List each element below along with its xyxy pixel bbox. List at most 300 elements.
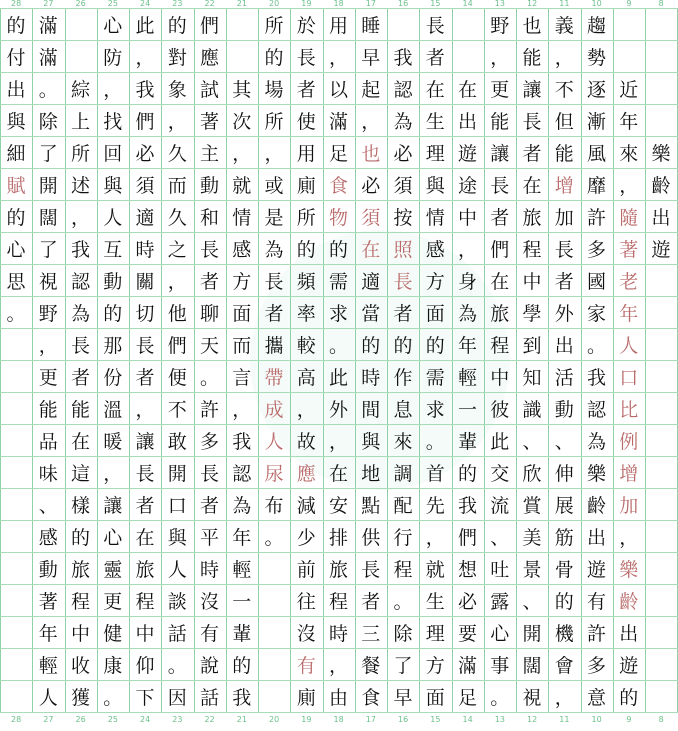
manuscript-character: 有 [199,622,219,645]
column-number: 20 [269,715,280,724]
manuscript-character: 到 [522,334,542,357]
manuscript-character: 面 [425,686,445,709]
column-number: 15 [430,715,441,724]
manuscript-character: 應 [199,46,219,69]
manuscript-character: 心 [103,526,123,549]
manuscript-character: 中 [70,622,90,645]
manuscript-character: 程 [328,590,348,613]
manuscript-character: 能 [70,398,90,421]
manuscript-character: 須 [135,174,155,197]
manuscript-character: 年 [38,622,58,645]
manuscript-character: 布 [264,494,284,517]
column-number: 11 [559,715,570,724]
manuscript-character: 。 [264,526,284,549]
manuscript-character: ， [135,398,155,421]
column-number: 8 [658,0,664,8]
manuscript-character: 增 [554,174,574,197]
manuscript-character: 者 [296,78,316,101]
column-number: 22 [204,0,215,8]
manuscript-character: 人 [167,558,187,581]
manuscript-character: 一 [457,398,477,421]
manuscript-character: 平 [199,526,219,549]
manuscript-character: 人 [103,206,123,229]
manuscript-character: 人 [619,334,639,357]
manuscript-character: 此 [328,366,348,389]
manuscript-character: 者 [393,302,413,325]
manuscript-character: ， [70,206,90,229]
manuscript-character: 長 [361,558,381,581]
manuscript-character: 所 [70,142,90,165]
manuscript-character: 。 [6,302,26,325]
manuscript-character: 在 [490,270,510,293]
manuscript-character: 時 [328,622,348,645]
manuscript-character: 健 [103,622,123,645]
column-number: 26 [75,0,86,8]
manuscript-character: 動 [103,270,123,293]
manuscript-character: 當 [361,302,381,325]
manuscript-character: 的 [457,462,477,485]
manuscript-character: 前 [296,558,316,581]
manuscript-character: ， [554,46,574,69]
manuscript-character: 有 [296,654,316,677]
manuscript-character: 滿 [457,654,477,677]
manuscript-character: 場 [264,78,284,101]
manuscript-character: 沒 [199,590,219,613]
manuscript-character: 安 [328,494,348,517]
manuscript-character: 較 [296,334,316,357]
manuscript-character: 獲 [70,686,90,709]
manuscript-character: 方 [425,270,445,293]
manuscript-character: 方 [232,270,252,293]
column-number: 28 [11,0,22,8]
manuscript-character: 們 [167,334,187,357]
manuscript-character: 讓 [103,494,123,517]
column-number: 8 [658,715,664,724]
manuscript-character: 口 [619,366,639,389]
manuscript-character: 調 [393,462,413,485]
manuscript-character: 者 [199,270,219,293]
manuscript-character: 細 [6,142,26,165]
manuscript-character: 來 [619,142,639,165]
manuscript-character: 動 [554,398,574,421]
manuscript-character: ， [328,430,348,453]
manuscript-character: 增 [619,462,639,485]
column-number: 20 [269,0,280,8]
manuscript-character: 。 [167,654,187,677]
manuscript-character: 、 [490,526,510,549]
manuscript-character: 理 [425,622,445,645]
manuscript-character: 少 [296,526,316,549]
manuscript-character: 不 [554,78,574,101]
manuscript-character: 動 [199,174,219,197]
manuscript-character: 回 [103,142,123,165]
manuscript-character: 近 [619,78,639,101]
manuscript-character: 試 [199,78,219,101]
manuscript-character: ， [103,78,123,101]
manuscript-character: 但 [554,110,574,133]
manuscript-character: 。 [586,334,606,357]
manuscript-character: 感 [232,238,252,261]
manuscript-character: 隨 [619,206,639,229]
manuscript-character: 勢 [586,46,606,69]
manuscript-character: 地 [361,462,381,485]
manuscript-character: 因 [167,686,187,709]
manuscript-character: 認 [586,398,606,421]
column-number: 23 [172,715,183,724]
manuscript-character: 輩 [232,622,252,645]
manuscript-character: 樂 [586,462,606,485]
manuscript-character: 食 [328,174,348,197]
manuscript-character: 開 [38,174,58,197]
manuscript-character: ， [619,174,639,197]
manuscript-character: 的 [619,686,639,709]
manuscript-character: 出 [6,78,26,101]
manuscript-character: 們 [457,526,477,549]
column-number: 13 [494,715,505,724]
manuscript-character: 必 [457,590,477,613]
manuscript-character: 所 [264,110,284,133]
manuscript-character: 除 [393,622,413,645]
manuscript-character: 逐 [586,78,606,101]
manuscript-character: 長 [135,462,155,485]
manuscript-character: 能 [490,110,510,133]
manuscript-character: 讓 [135,430,155,453]
manuscript-character: 年 [619,302,639,325]
manuscript-character: 著 [38,590,58,613]
manuscript-character: 的 [232,654,252,677]
manuscript-character: 我 [232,430,252,453]
manuscript-character: 感 [425,238,445,261]
manuscript-character: 想 [457,558,477,581]
manuscript-character: 齡 [651,174,671,197]
manuscript-character: 作 [393,366,413,389]
manuscript-character: 齡 [586,494,606,517]
manuscript-character: 活 [554,366,574,389]
manuscript-character: 方 [425,654,445,677]
manuscript-character: 首 [425,462,445,485]
manuscript-character: 知 [522,366,542,389]
manuscript-character: 供 [361,526,381,549]
manuscript-character: 著 [199,110,219,133]
manuscript-character: 必 [361,174,381,197]
column-number: 16 [398,715,409,724]
manuscript-character: 配 [393,494,413,517]
manuscript-character: 的 [554,590,574,613]
manuscript-character: 照 [393,238,413,261]
manuscript-character: 次 [232,110,252,133]
manuscript-character: 而 [167,174,187,197]
manuscript-character: 美 [522,526,542,549]
manuscript-character: 在 [328,462,348,485]
manuscript-character: 關 [135,270,155,293]
manuscript-character: 更 [103,590,123,613]
manuscript-character: 思 [6,270,26,293]
manuscript-character: 樂 [651,142,671,165]
manuscript-character: ， [232,142,252,165]
manuscript-character: 輩 [457,430,477,453]
manuscript-character: 闊 [522,654,542,677]
manuscript-character: 找 [103,110,123,133]
column-number: 24 [140,715,151,724]
manuscript-character: 點 [361,494,381,517]
manuscript-character: 按 [393,206,413,229]
manuscript-character: 情 [425,206,445,229]
manuscript-character: 應 [296,462,316,485]
manuscript-character: 的 [361,334,381,357]
manuscript-character: 為 [70,302,90,325]
manuscript-character: 高 [296,366,316,389]
manuscript-character: 出 [554,334,574,357]
manuscript-character: 外 [554,302,574,325]
manuscript-character: 時 [199,558,219,581]
manuscript-character: 景 [522,558,542,581]
manuscript-character: 的 [393,334,413,357]
manuscript-character: 中 [490,366,510,389]
manuscript-character: 。 [199,366,219,389]
manuscript-character: 就 [232,174,252,197]
manuscript-character: 久 [167,142,187,165]
manuscript-character: 為 [393,110,413,133]
manuscript-character: 了 [38,238,58,261]
manuscript-character: 攜 [264,334,284,357]
manuscript-character: 者 [554,270,574,293]
manuscript-character: 就 [425,558,445,581]
column-number: 14 [462,0,473,8]
manuscript-character: 仰 [135,654,155,677]
manuscript-character: 收 [70,654,90,677]
manuscript-character: 風 [586,142,606,165]
manuscript-character: 足 [328,142,348,165]
manuscript-character: 須 [361,206,381,229]
manuscript-character: ， [135,46,155,69]
manuscript-character: 旅 [135,558,155,581]
manuscript-character: 例 [619,430,639,453]
manuscript-character: 賞 [522,494,542,517]
manuscript-character: 長 [425,14,445,37]
manuscript-character: 許 [586,622,606,645]
manuscript-character: 沒 [296,622,316,645]
manuscript-character: 、 [554,430,574,453]
manuscript-character: 減 [296,494,316,517]
manuscript-character: 心 [490,622,510,645]
manuscript-character: 的 [425,334,445,357]
manuscript-character: 生 [425,110,445,133]
manuscript-character: 久 [167,206,187,229]
manuscript-character: 們 [490,238,510,261]
manuscript-character: 比 [619,398,639,421]
manuscript-character: 三 [361,622,381,645]
manuscript-character: 程 [135,590,155,613]
manuscript-character: 這 [70,462,90,485]
column-number: 10 [591,715,602,724]
manuscript-character: 輕 [232,558,252,581]
manuscript-character: 學 [522,302,542,325]
manuscript-character: 品 [38,430,58,453]
column-number: 19 [301,0,312,8]
manuscript-character: 外 [328,398,348,421]
manuscript-character: 吐 [490,558,510,581]
manuscript-character: 骨 [554,558,574,581]
manuscript-character: 事 [490,654,510,677]
manuscript-character: 我 [457,494,477,517]
manuscript-character: 加 [554,206,574,229]
column-number: 24 [140,0,151,8]
manuscript-character: 我 [135,78,155,101]
manuscript-character: 更 [490,78,510,101]
column-number: 16 [398,0,409,8]
manuscript-character: 認 [393,78,413,101]
manuscript-character: 多 [199,430,219,453]
manuscript-character: 長 [70,334,90,357]
manuscript-character: ， [490,46,510,69]
manuscript-character: 途 [457,174,477,197]
manuscript-character: ， [103,462,123,485]
manuscript-character: 年 [619,110,639,133]
manuscript-character: 適 [135,206,155,229]
manuscript-character: 話 [167,622,187,645]
manuscript-character: 輕 [38,654,58,677]
manuscript-character: 與 [361,430,381,453]
manuscript-character: 識 [522,398,542,421]
manuscript-character: 聊 [199,302,219,325]
column-number: 17 [365,715,376,724]
manuscript-character: 須 [393,174,413,197]
manuscript-character: 以 [328,78,348,101]
manuscript-character: 與 [103,174,123,197]
manuscript-character: ， [264,142,284,165]
manuscript-character: 樣 [70,494,90,517]
manuscript-character: 者 [135,366,155,389]
manuscript-character: 彼 [490,398,510,421]
manuscript-character: 有 [586,590,606,613]
column-number: 12 [527,715,538,724]
manuscript-character: 者 [361,590,381,613]
manuscript-character: 敢 [167,430,187,453]
manuscript-character: 付 [6,46,26,69]
manuscript-character: 面 [232,302,252,325]
manuscript-character: 也 [361,142,381,165]
column-number: 18 [333,0,344,8]
manuscript-character: 與 [6,110,26,133]
manuscript-character: 趨 [586,14,606,37]
manuscript-character: 出 [619,622,639,645]
manuscript-character: 機 [554,622,574,645]
manuscript-character: 頻 [296,270,316,293]
column-number: 23 [172,0,183,8]
manuscript-character: 此 [490,430,510,453]
manuscript-character: 象 [167,78,187,101]
manuscript-character: 中 [135,622,155,645]
manuscript-character: 我 [393,46,413,69]
manuscript-character: 者 [70,366,90,389]
manuscript-character: 的 [264,46,284,69]
manuscript-character: 樂 [619,558,639,581]
column-number: 15 [430,0,441,8]
manuscript-character: 主 [199,142,219,165]
manuscript-character: 上 [70,110,90,133]
manuscript-character: 了 [393,654,413,677]
manuscript-character: 切 [135,302,155,325]
manuscript-character: 那 [103,334,123,357]
manuscript-character: 其 [232,78,252,101]
manuscript-character: 長 [522,110,542,133]
manuscript-character: ， [167,110,187,133]
manuscript-character: 必 [393,142,413,165]
manuscript-character: 長 [554,238,574,261]
column-number: 9 [626,715,632,724]
manuscript-character: 所 [296,206,316,229]
column-number: 9 [626,0,632,8]
manuscript-character: 者 [490,206,510,229]
manuscript-character: 。 [328,334,348,357]
manuscript-character: 。 [103,686,123,709]
column-number: 25 [107,0,118,8]
grid-line-horizontal [0,712,678,713]
manuscript-character: 多 [586,238,606,261]
manuscript-character: 所 [264,14,284,37]
manuscript-character: 對 [167,46,187,69]
manuscript-character: 需 [425,366,445,389]
manuscript-character: 的 [167,14,187,37]
manuscript-character: 。 [425,430,445,453]
manuscript-character: 年 [232,526,252,549]
column-number: 27 [43,715,54,724]
manuscript-character: 行 [393,526,413,549]
manuscript-character: 野 [490,14,510,37]
manuscript-character: 適 [361,270,381,293]
manuscript-character: 先 [425,494,445,517]
manuscript-character: 。 [393,590,413,613]
manuscript-character: 的 [296,238,316,261]
manuscript-character: 讓 [522,78,542,101]
manuscript-character: 感 [38,526,58,549]
manuscript-character: 早 [393,686,413,709]
manuscript-character: 中 [457,206,477,229]
manuscript-character: 不 [167,398,187,421]
manuscript-character: 互 [103,238,123,261]
manuscript-character: 而 [232,334,252,357]
manuscript-character: 。 [490,686,510,709]
manuscript-character: 遊 [619,654,639,677]
column-number: 17 [365,0,376,8]
manuscript-character: 或 [264,174,284,197]
column-number: 28 [11,715,22,724]
manuscript-character: 早 [361,46,381,69]
manuscript-character: 為 [586,430,606,453]
manuscript-character: 滿 [38,46,58,69]
manuscript-character: 長 [199,462,219,485]
manuscript-character: 天 [199,334,219,357]
manuscript-character: 也 [522,14,542,37]
manuscript-character: 長 [393,270,413,293]
manuscript-character: 人 [264,430,284,453]
manuscript-character: 來 [393,430,413,453]
manuscript-character: 說 [199,654,219,677]
manuscript-character: 動 [38,558,58,581]
manuscript-character: 者 [264,302,284,325]
manuscript-character: 足 [457,686,477,709]
manuscript-character: 們 [135,110,155,133]
manuscript-character: ， [167,270,187,293]
manuscript-character: 開 [522,622,542,645]
manuscript-character: 意 [586,686,606,709]
manuscript-character: 者 [522,142,542,165]
manuscript-character: 的 [103,302,123,325]
manuscript-character: 義 [554,14,574,37]
manuscript-character: 國 [586,270,606,293]
manuscript-character: 們 [199,14,219,37]
manuscript-character: 理 [425,142,445,165]
